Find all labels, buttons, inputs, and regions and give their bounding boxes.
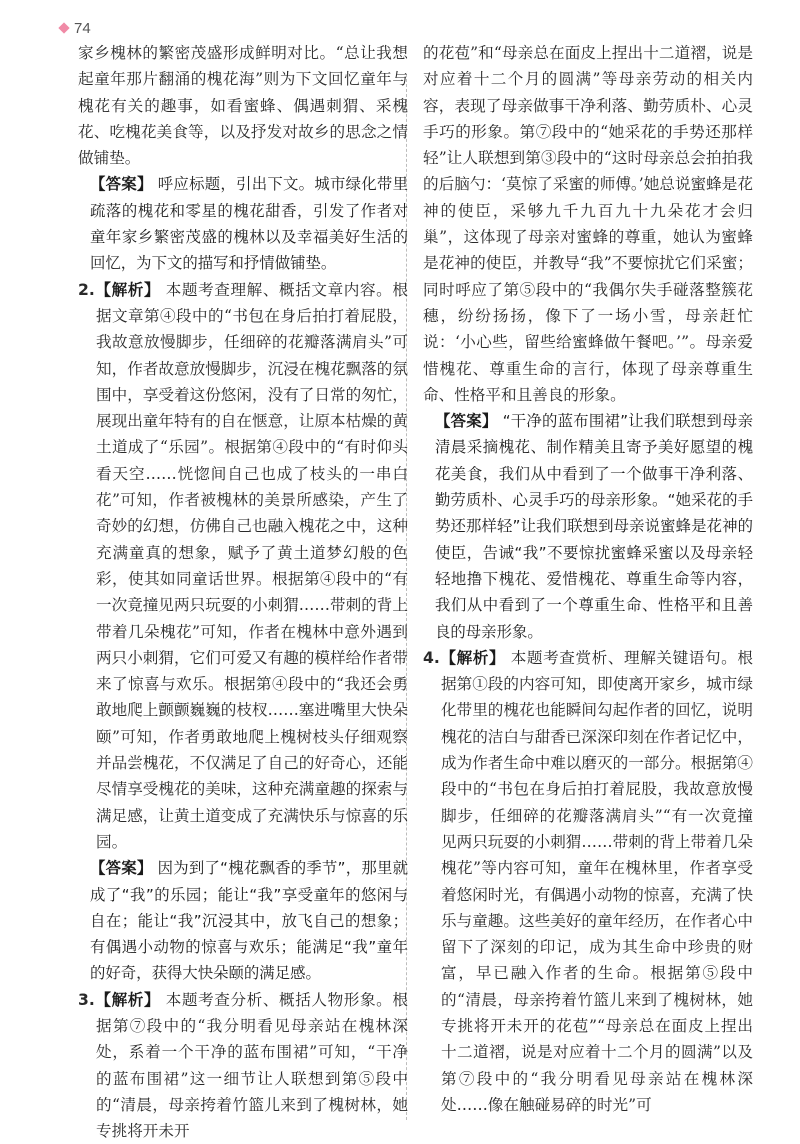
right-column bbox=[423, 40, 753, 1118]
question-3-analysis bbox=[78, 987, 408, 1144]
question-3-analysis-continued: 的花苞”和“母亲总在面皮上捏出十二道褶，说是对应着十二个月的圆满”等母亲劳动的相关内容，表现了母亲做事干净利落、勤劳质朴、心灵手巧的形象。第⑦段中的“她采花的手势还那样轻”让人联想到第③段中的“这时母亲总会拍拍我的后脑勺：‘莫惊了采蜜的师傅。’她总说蜜蜂是花神的使臣，采够九千九百九十九朵花才会归巢”，这体现了母亲对蜜蜂的尊重，她认为蜜蜂是花神的使臣，并教导“我”不要惊扰它们采蜜；同时呼应了第⑤段中的“我偶尔失手碰落整簇花穗，纷纷扬扬，像下了一场小雪，母亲赶忙说：‘小心些，留些给蜜蜂做午餐吧。’”。母亲爱惜槐花、尊重生命的言行，体现了母亲尊重生命、性格平和且善良的形象。 bbox=[423, 44, 753, 404]
analysis-tag: 【解析】 bbox=[439, 648, 506, 667]
answer-1 bbox=[78, 171, 408, 276]
answer-tag: 【答案】 bbox=[435, 412, 498, 431]
analysis-text: 本题考查理解、概括文章内容。根据文章第④段中的“书包在身后拍打着屁股，我故意放慢脚步，任细碎的花瓣落满肩头”可知，作者故意放慢脚步，沉浸在槐花飘落的氛围中，享受着这份悠闲，没有了日常的匆忙，展现出童年特有的自在惬意，让原本枯燥的黄土道成了“乐园”。根据第④段中的“有时仰头看天空……恍惚间自己也成了枝头的一串白花”可知，作者被槐林的美景所感染，产生了奇妙的幻想，仿佛自己也融入槐花之中，这种充满童真的想象，赋予了黄土道梦幻般的色彩，使其如同童话世界。根据第④段中的“有一次竟撞见两只玩耍的小刺猬……带刺的背上带着几朵槐花”可知，作者在槐林中意外遇到两只小刺猬，它们可爱又有趣的模样给作者带来了惊喜与欢乐。根据第④段中的“我还会勇敢地爬上颤颤巍巍的枝杈……塞进嘴里大快朵颐”可知，作者勇敢地爬上槐树枝头仔细观察并品尝槐花，不仅满足了自己的好奇心，还能尽情享受槐花的美味，这种充满童趣的探索与满足感，让黄土道变成了充满快乐与惊喜的乐园。 bbox=[96, 280, 408, 851]
intro-paragraph: 家乡槐林的繁密茂盛形成鲜明对比。“总让我想起童年那片翻涌的槐花海”则为下文回忆童年与槐花有关的趣事，如看蜜蜂、偶遇刺猬、采槐花、吃槐花美食等，以及抒发对故乡的思念之情做铺垫。 bbox=[78, 44, 408, 168]
question-4-analysis bbox=[423, 645, 753, 1118]
left-column bbox=[78, 40, 408, 1144]
answer-text: “干净的蓝布围裙”让我们联想到母亲清晨采摘槐花、制作精美且寄予美好愿望的槐花美食，我们从中看到了一个做事干净利落、勤劳质朴、心灵手巧的母亲形象。“她采花的手势还那样轻”让我们联想到母亲说蜜蜂是花神的使臣，告诫“我”不要惊扰蜜蜂采蜜以及母亲轻轻地撸下槐花、爱惜槐花、尊重生命等内容，我们从中看到了一个尊重生命、性格平和且善良的母亲形象。 bbox=[435, 412, 753, 641]
answer-text: 呼应标题，引出下文。城市绿化带里疏落的槐花和零星的槐花甜香，引发了作者对童年家乡繁密茂盛的槐林以及幸福美好生活的回忆，为下文的描写和抒情做铺垫。 bbox=[90, 175, 408, 273]
answer-text: 因为到了“槐花飘香的季节”，那里就成了“我”的乐园；能让“我”享受童年的悠闲与自在；能让“我”沉浸其中，放飞自己的想象；有偶遇小动物的惊喜与欢乐；能满足“我”童年的好奇，获得大快朵颐的满足感。 bbox=[90, 859, 408, 983]
answer-3 bbox=[423, 408, 753, 645]
diamond-icon bbox=[58, 22, 69, 33]
analysis-tag: 【解析】 bbox=[94, 990, 161, 1009]
question-number: 2. bbox=[78, 280, 95, 299]
analysis-tag: 【解析】 bbox=[94, 280, 161, 299]
analysis-text: 本题考查分析、概括人物形象。根据第⑦段中的“我分明看见母亲站在槐林深处，系着一个干净的蓝布围裙”可知，“干净的蓝布围裙”这一细节让人联想到第⑤段中的“清晨，母亲挎着竹篮儿来到了槐树林，她专挑将开未开 bbox=[96, 990, 408, 1141]
question-number: 4. bbox=[423, 648, 440, 667]
page-number: 74 bbox=[74, 19, 91, 37]
answer-tag: 【答案】 bbox=[90, 175, 153, 194]
answer-2 bbox=[78, 855, 408, 986]
question-number: 3. bbox=[78, 990, 95, 1009]
analysis-text: 本题考查赏析、理解关键语句。根据第①段的内容可知，即使离开家乡，城市绿化带里的槐花也能瞬间勾起作者的回忆，说明槐花的洁白与甜香已深深印刻在作者记忆中，成为作者生命中难以磨灭的一部分。根据第④段中的“书包在身后拍打着屁股，我故意放慢脚步，任细碎的花瓣落满肩头”“有一次竟撞见两只玩耍的小刺猬……带刺的背上带着几朵槐花”等内容可知，童年在槐林里，作者享受着悠闲时光，有偶遇小动物的惊喜，充满了快乐与童趣。这些美好的童年经历，在作者心中留下了深刻的印记，成为其生命中珍贵的财富，早已融入作者的生命。根据第⑤段中的“清晨，母亲挎着竹篮儿来到了槐树林，她专挑将开未开的花苞”“母亲总在面皮上捏出十二道褶，说是对应着十二个月的圆满”以及第⑦段中的“我分明看见母亲站在槐林深处……像在触碰易碎的时光”可 bbox=[441, 648, 753, 1114]
question-2-analysis bbox=[78, 277, 408, 856]
page-header bbox=[60, 16, 91, 40]
answer-tag: 【答案】 bbox=[90, 859, 153, 878]
